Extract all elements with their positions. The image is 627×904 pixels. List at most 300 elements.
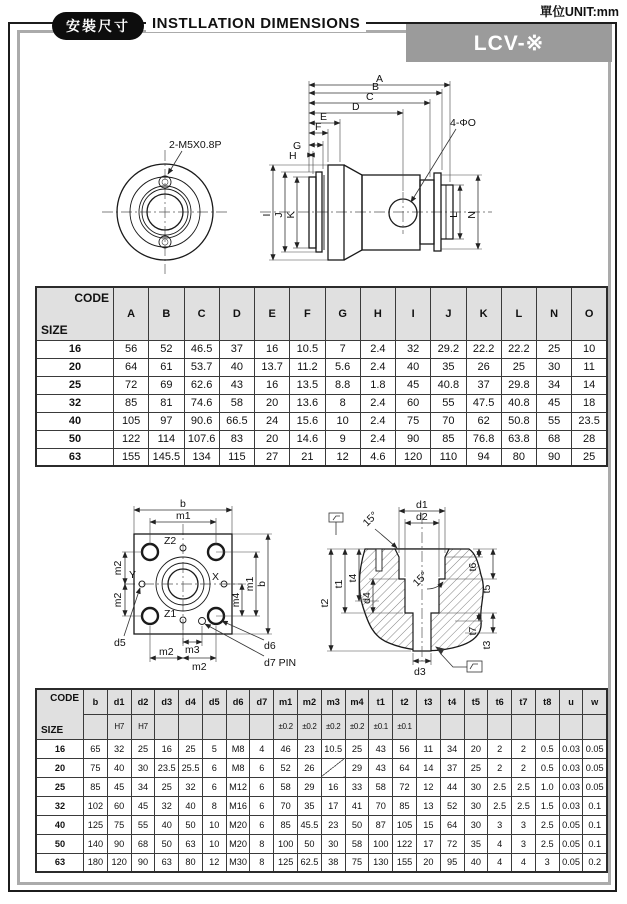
value-cell: 75 xyxy=(396,412,431,430)
value-cell: 45.5 xyxy=(298,815,322,834)
value-cell: 38 xyxy=(321,853,345,872)
value-cell: 90 xyxy=(131,853,155,872)
value-cell: 25 xyxy=(345,739,369,758)
size-cell: 63 xyxy=(36,853,84,872)
value-cell: 0.03 xyxy=(559,758,583,777)
dimension-table-overall xyxy=(35,286,608,467)
tolerance-cell xyxy=(179,714,203,739)
column-header: m2 xyxy=(298,689,322,714)
value-cell: 2.4 xyxy=(360,412,395,430)
value-cell: 53.7 xyxy=(184,358,219,376)
section-badge: 安裝尺寸 xyxy=(52,12,144,40)
column-header: d7 xyxy=(250,689,274,714)
value-cell: 55 xyxy=(131,815,155,834)
column-header: I xyxy=(396,287,431,340)
value-cell: 94 xyxy=(466,448,501,466)
value-cell: 40 xyxy=(396,358,431,376)
value-cell: 8 xyxy=(250,853,274,872)
value-cell: 50 xyxy=(298,834,322,853)
value-cell: 66.5 xyxy=(219,412,254,430)
value-cell: 23.5 xyxy=(155,758,179,777)
size-cell: 25 xyxy=(36,777,84,796)
table-row xyxy=(36,853,607,872)
value-cell: 8 xyxy=(325,394,360,412)
dim-t5: t5 xyxy=(481,584,493,594)
value-cell: 35 xyxy=(464,834,488,853)
value-cell: 120 xyxy=(107,853,131,872)
value-cell: 29 xyxy=(345,758,369,777)
value-cell: 83 xyxy=(219,430,254,448)
value-cell: 72 xyxy=(440,834,464,853)
value-cell: 97 xyxy=(149,412,184,430)
dim-F: F xyxy=(315,121,322,133)
value-cell: 44 xyxy=(440,777,464,796)
dim-d1: d1 xyxy=(416,499,428,511)
column-header: d5 xyxy=(202,689,226,714)
value-cell: 55 xyxy=(431,394,466,412)
value-cell: 20 xyxy=(255,430,290,448)
port-z2-label: Z2 xyxy=(164,535,177,547)
value-cell: 0.1 xyxy=(583,815,607,834)
value-cell: 50 xyxy=(345,815,369,834)
unit-label: 單位UNIT:mm xyxy=(539,5,619,19)
corner-size-label: SIZE xyxy=(41,322,68,337)
value-cell: 6 xyxy=(202,777,226,796)
size-cell: 40 xyxy=(36,412,114,430)
value-cell: 40.8 xyxy=(431,376,466,394)
table-row xyxy=(36,412,607,430)
value-cell: 30 xyxy=(464,796,488,815)
dim-J: J xyxy=(273,212,285,218)
value-cell: 22.2 xyxy=(501,340,536,358)
value-cell: 13.5 xyxy=(290,376,325,394)
value-cell: 16 xyxy=(255,376,290,394)
value-cell: 90 xyxy=(396,430,431,448)
tolerance-cell xyxy=(226,714,250,739)
value-cell: 43 xyxy=(369,739,393,758)
value-cell: 8 xyxy=(250,834,274,853)
dimension-table-cavity xyxy=(35,688,608,873)
value-cell: 25 xyxy=(537,340,572,358)
value-cell: 110 xyxy=(431,448,466,466)
tolerance-cell: ±0.2 xyxy=(274,714,298,739)
value-cell: 75 xyxy=(107,815,131,834)
dim-L: L xyxy=(448,212,460,218)
tolerance-cell xyxy=(416,714,440,739)
value-cell: 10.5 xyxy=(321,739,345,758)
value-cell: 37 xyxy=(440,758,464,777)
size-cell: 25 xyxy=(36,376,114,394)
value-cell: 52 xyxy=(149,340,184,358)
value-cell: 30 xyxy=(131,758,155,777)
value-cell: 80 xyxy=(179,853,203,872)
column-header: F xyxy=(290,287,325,340)
tolerance-cell: ±0.1 xyxy=(393,714,417,739)
column-header: m3 xyxy=(321,689,345,714)
size-cell: 16 xyxy=(36,340,114,358)
value-cell: 11 xyxy=(572,358,607,376)
value-cell: 45 xyxy=(537,394,572,412)
value-cell: 105 xyxy=(393,815,417,834)
column-header: D xyxy=(219,287,254,340)
value-cell: 28 xyxy=(572,430,607,448)
tolerance-cell xyxy=(512,714,536,739)
value-cell: 155 xyxy=(114,448,149,466)
page-title: INSTLLATION DIMENSIONS xyxy=(146,15,366,32)
value-cell: 2 xyxy=(512,758,536,777)
value-cell: 134 xyxy=(184,448,219,466)
column-header: t3 xyxy=(416,689,440,714)
value-cell: 2.5 xyxy=(488,796,512,815)
value-cell: 16 xyxy=(155,739,179,758)
tolerance-cell xyxy=(535,714,559,739)
value-cell: 20 xyxy=(416,853,440,872)
value-cell: 115 xyxy=(219,448,254,466)
value-cell: 2.4 xyxy=(360,394,395,412)
angle-top: 15° xyxy=(360,509,381,530)
column-header: t2 xyxy=(393,689,417,714)
dim-t2: t2 xyxy=(319,598,331,608)
column-header: L xyxy=(501,287,536,340)
column-header: t6 xyxy=(488,689,512,714)
dim-m2-bottom-left: m2 xyxy=(159,646,174,658)
value-cell: 10 xyxy=(202,834,226,853)
value-cell: 5 xyxy=(202,739,226,758)
value-cell: 125 xyxy=(274,853,298,872)
column-header: d2 xyxy=(131,689,155,714)
size-cell: 63 xyxy=(36,448,114,466)
value-cell: 0.1 xyxy=(583,834,607,853)
value-cell: 29.2 xyxy=(431,340,466,358)
value-cell: 0.05 xyxy=(583,758,607,777)
dim-d2: d2 xyxy=(416,511,428,523)
value-cell: 23.5 xyxy=(572,412,607,430)
value-cell: 75 xyxy=(345,853,369,872)
value-cell: 0.05 xyxy=(583,739,607,758)
table-row xyxy=(36,358,607,376)
column-header: b xyxy=(84,689,108,714)
value-cell: 100 xyxy=(274,834,298,853)
value-cell: 80 xyxy=(501,448,536,466)
value-cell: 3 xyxy=(535,853,559,872)
dim-m1-right: m1 xyxy=(244,576,256,592)
value-cell: 4.6 xyxy=(360,448,395,466)
value-cell: 1.0 xyxy=(535,777,559,796)
value-cell: 5.6 xyxy=(325,358,360,376)
value-cell: 64 xyxy=(114,358,149,376)
dim-B: B xyxy=(372,81,380,93)
value-cell: 16 xyxy=(255,340,290,358)
value-cell: 85 xyxy=(274,815,298,834)
table-row xyxy=(36,448,607,466)
value-cell: 56 xyxy=(114,340,149,358)
value-cell: 0.03 xyxy=(559,777,583,796)
value-cell: 90.6 xyxy=(184,412,219,430)
value-cell: 61 xyxy=(149,358,184,376)
value-cell: 76.8 xyxy=(466,430,501,448)
value-cell: 2.5 xyxy=(535,815,559,834)
value-cell: 1.5 xyxy=(535,796,559,815)
dim-E: E xyxy=(320,111,328,123)
value-cell: 3 xyxy=(488,815,512,834)
size-cell: 40 xyxy=(36,815,84,834)
value-cell: M12 xyxy=(226,777,250,796)
value-cell: 95 xyxy=(440,853,464,872)
dim-t1: t1 xyxy=(333,579,345,589)
value-cell: 70 xyxy=(274,796,298,815)
value-cell: 4 xyxy=(250,739,274,758)
value-cell: 6 xyxy=(250,777,274,796)
value-cell: 16 xyxy=(321,777,345,796)
value-cell: 25.5 xyxy=(179,758,203,777)
value-cell: 25 xyxy=(155,777,179,796)
tolerance-cell: ±0.1 xyxy=(369,714,393,739)
value-cell: 10.5 xyxy=(290,340,325,358)
value-cell: 40 xyxy=(107,758,131,777)
value-cell: 37 xyxy=(219,340,254,358)
value-cell: 63 xyxy=(155,853,179,872)
table-row xyxy=(36,777,607,796)
value-cell: 9 xyxy=(325,430,360,448)
value-cell: 15.6 xyxy=(290,412,325,430)
value-cell: M8 xyxy=(226,758,250,777)
value-cell: 0.5 xyxy=(535,739,559,758)
value-cell: 50.8 xyxy=(501,412,536,430)
value-cell: 6 xyxy=(202,758,226,777)
size-cell: 32 xyxy=(36,796,84,815)
value-cell: 17 xyxy=(416,834,440,853)
tolerance-cell xyxy=(488,714,512,739)
value-cell: 23 xyxy=(298,739,322,758)
value-cell: 2.4 xyxy=(360,358,395,376)
dim-b-top: b xyxy=(180,498,186,510)
value-cell: 0.2 xyxy=(583,853,607,872)
column-header: w xyxy=(583,689,607,714)
value-cell: M30 xyxy=(226,853,250,872)
column-header: A xyxy=(114,287,149,340)
table-row xyxy=(36,758,607,777)
value-cell: 25 xyxy=(131,739,155,758)
value-cell: 7 xyxy=(325,340,360,358)
value-cell: 72 xyxy=(393,777,417,796)
value-cell: 2.5 xyxy=(512,796,536,815)
value-cell: 33 xyxy=(345,777,369,796)
value-cell: 105 xyxy=(114,412,149,430)
value-cell: 0.05 xyxy=(559,853,583,872)
value-cell: 29 xyxy=(298,777,322,796)
value-cell: 40 xyxy=(155,815,179,834)
value-cell: 90 xyxy=(107,834,131,853)
value-cell: 74.6 xyxy=(184,394,219,412)
value-cell: 63 xyxy=(179,834,203,853)
value-cell: 11 xyxy=(416,739,440,758)
table-row xyxy=(36,430,607,448)
thread-callout: 2-M5X0.8P xyxy=(169,139,222,151)
tolerance-cell xyxy=(440,714,464,739)
value-cell: 21 xyxy=(290,448,325,466)
tolerance-cell xyxy=(464,714,488,739)
value-cell: 70 xyxy=(431,412,466,430)
value-cell: 64 xyxy=(440,815,464,834)
value-cell: 55 xyxy=(537,412,572,430)
value-cell: 4 xyxy=(512,853,536,872)
model-label: LCV-※ xyxy=(473,31,545,55)
value-cell: 62.5 xyxy=(298,853,322,872)
size-cell: 20 xyxy=(36,358,114,376)
value-cell: 8.8 xyxy=(325,376,360,394)
column-header: H xyxy=(360,287,395,340)
value-cell: 12 xyxy=(325,448,360,466)
value-cell: 2.5 xyxy=(512,777,536,796)
value-cell: 34 xyxy=(537,376,572,394)
value-cell: 10 xyxy=(572,340,607,358)
tolerance-cell xyxy=(84,714,108,739)
value-cell: 50 xyxy=(155,834,179,853)
value-cell: 85 xyxy=(114,394,149,412)
value-cell: 2.5 xyxy=(535,834,559,853)
dim-m2-left-upper: m2 xyxy=(112,560,124,576)
value-cell: 43 xyxy=(219,376,254,394)
value-cell: 50 xyxy=(179,815,203,834)
value-cell: 155 xyxy=(393,853,417,872)
value-cell: 0.05 xyxy=(559,815,583,834)
value-cell: 63.8 xyxy=(501,430,536,448)
value-cell: 81 xyxy=(149,394,184,412)
value-cell: 58 xyxy=(219,394,254,412)
value-cell: 4 xyxy=(488,834,512,853)
value-cell: 25 xyxy=(464,758,488,777)
value-cell: 13.6 xyxy=(290,394,325,412)
value-cell: 102 xyxy=(84,796,108,815)
value-cell: 30 xyxy=(464,777,488,796)
size-cell: 20 xyxy=(36,758,84,777)
value-cell: 6 xyxy=(250,815,274,834)
column-header: K xyxy=(466,287,501,340)
value-cell: 24 xyxy=(255,412,290,430)
column-header: t5 xyxy=(464,689,488,714)
column-header: t8 xyxy=(535,689,559,714)
value-cell: 2.4 xyxy=(360,340,395,358)
column-header: d1 xyxy=(107,689,131,714)
value-cell: 22.2 xyxy=(466,340,501,358)
value-cell: 13.7 xyxy=(255,358,290,376)
value-cell: 62 xyxy=(466,412,501,430)
value-cell: 29.8 xyxy=(501,376,536,394)
value-cell: 56 xyxy=(393,739,417,758)
value-cell: 114 xyxy=(149,430,184,448)
value-cell: 12 xyxy=(202,853,226,872)
value-cell: 1.8 xyxy=(360,376,395,394)
column-header: m1 xyxy=(274,689,298,714)
value-cell: 64 xyxy=(393,758,417,777)
value-cell: 62.6 xyxy=(184,376,219,394)
value-cell: 0.05 xyxy=(583,777,607,796)
tolerance-cell: H7 xyxy=(131,714,155,739)
value-cell: 58 xyxy=(274,777,298,796)
value-cell: 107.6 xyxy=(184,430,219,448)
cavity-section-drawing xyxy=(315,483,525,691)
value-cell xyxy=(321,758,345,777)
tolerance-cell xyxy=(202,714,226,739)
value-cell: 14 xyxy=(416,758,440,777)
value-cell: 40 xyxy=(464,853,488,872)
value-cell: 122 xyxy=(114,430,149,448)
corner-header xyxy=(36,287,114,340)
value-cell: 13 xyxy=(416,796,440,815)
value-cell: 27 xyxy=(255,448,290,466)
dim-D: D xyxy=(352,101,360,113)
dim-m2-bottom-right: m2 xyxy=(192,661,207,673)
value-cell: 35 xyxy=(431,358,466,376)
size-cell: 50 xyxy=(36,834,84,853)
value-cell: 34 xyxy=(131,777,155,796)
corner-code-label: CODE xyxy=(50,693,79,704)
value-cell: 18 xyxy=(572,394,607,412)
value-cell: 10 xyxy=(325,412,360,430)
value-cell: 46 xyxy=(274,739,298,758)
value-cell: 6 xyxy=(250,758,274,777)
value-cell: 40.8 xyxy=(501,394,536,412)
value-cell: 4 xyxy=(488,853,512,872)
tolerance-cell: ±0.2 xyxy=(298,714,322,739)
value-cell: 180 xyxy=(84,853,108,872)
column-header: C xyxy=(184,287,219,340)
value-cell: 130 xyxy=(369,853,393,872)
value-cell: 72 xyxy=(114,376,149,394)
value-cell: 25 xyxy=(501,358,536,376)
value-cell: 52 xyxy=(440,796,464,815)
table-row xyxy=(36,834,607,853)
value-cell: M16 xyxy=(226,796,250,815)
value-cell: 30 xyxy=(464,815,488,834)
value-cell: 68 xyxy=(131,834,155,853)
valve-side-view xyxy=(260,73,492,260)
dim-d3: d3 xyxy=(414,666,426,678)
value-cell: 34 xyxy=(440,739,464,758)
tolerance-cell xyxy=(583,714,607,739)
value-cell: 3 xyxy=(512,834,536,853)
surface-finish-symbol-bottom xyxy=(436,647,482,672)
value-cell: 2 xyxy=(488,739,512,758)
surface-finish-symbol-top xyxy=(329,513,343,535)
tolerance-cell xyxy=(250,714,274,739)
value-cell: 52 xyxy=(274,758,298,777)
column-header: u xyxy=(559,689,583,714)
size-cell: 50 xyxy=(36,430,114,448)
value-cell: 45 xyxy=(396,376,431,394)
value-cell: 40 xyxy=(219,358,254,376)
value-cell: 45 xyxy=(107,777,131,796)
leader-d7-pin: d7 PIN xyxy=(264,657,297,669)
value-cell: 45 xyxy=(131,796,155,815)
corner-header xyxy=(36,689,84,739)
column-header: t1 xyxy=(369,689,393,714)
value-cell: 14 xyxy=(572,376,607,394)
dim-G: G xyxy=(293,140,302,152)
value-cell: 2 xyxy=(512,739,536,758)
dim-m4-right: m4 xyxy=(230,592,242,608)
value-cell: 100 xyxy=(369,834,393,853)
value-cell: 140 xyxy=(84,834,108,853)
column-header: t7 xyxy=(512,689,536,714)
value-cell: 32 xyxy=(396,340,431,358)
column-header: G xyxy=(325,287,360,340)
value-cell: 6 xyxy=(250,796,274,815)
value-cell: 32 xyxy=(179,777,203,796)
column-header: m4 xyxy=(345,689,369,714)
value-cell: 0.03 xyxy=(559,739,583,758)
value-cell: M20 xyxy=(226,834,250,853)
